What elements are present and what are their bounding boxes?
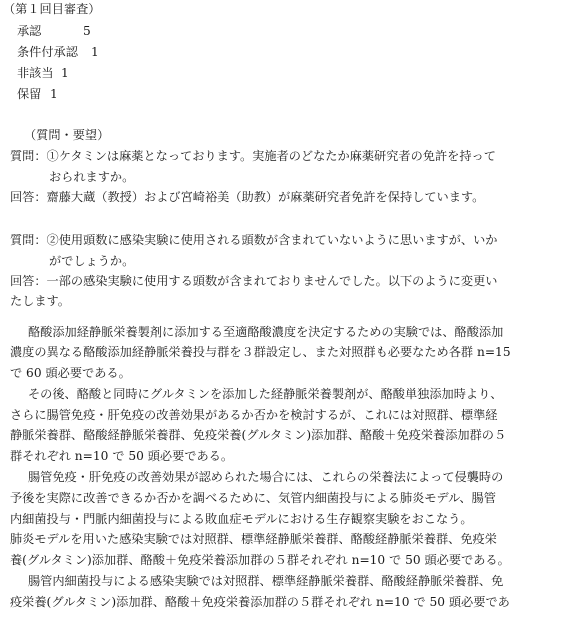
body-line: 腸管内細菌投与による感染実験では対照群、標準経静脈栄養群、酪酸経静脈栄養群、免	[28, 574, 504, 588]
question-1-line-1: 質問：①ケタミンは麻薬となっております。実施者のどなたか麻薬研究者の免許を持って	[10, 149, 496, 163]
tally-pending-label: 保留	[17, 87, 42, 101]
body-line: 疫栄養(グルタミン)添加群、酪酸＋免疫栄養添加群の５群それぞれ n=10 で 50 頭必要であ	[10, 595, 510, 609]
tally-pending-value: 1	[50, 87, 58, 101]
review-heading: （第１回目審査）	[3, 2, 101, 16]
body-line: 酪酸添加経静脈栄養製剤に添加する至適酪酸濃度を決定するための実験では、酪酸添加	[28, 325, 504, 339]
body-line: 濃度の異なる酪酸添加経静脈栄養投与群を３群設定し、また対照群も必要なため各群 n=15	[10, 345, 511, 359]
qa-section-title: （質問・要望）	[24, 128, 110, 142]
tally-conditional-value: 1	[91, 45, 99, 59]
body-line: 腸管免疫・肝免疫の改善効果が認められた場合には、これらの栄養法によって侵襲時の	[28, 470, 504, 484]
answer-1-line-1: 回答：齋藤大蔵（教授）および宮崎裕美（助教）が麻薬研究者免許を保持しています。	[10, 190, 485, 204]
tally-conditional-label: 条件付承認	[17, 45, 78, 59]
body-line: その後、酪酸と同時にグルタミンを添加した経静脈栄養製剤が、酪酸単独添加時より、	[28, 387, 503, 401]
question-2-line-1: 質問：②使用頭数に感染実験に使用される頭数が含まれていないように思いますが、いか	[10, 233, 498, 247]
body-line: 静脈栄養群、酪酸経静脈栄養群、免疫栄養(グルタミン)添加群、酪酸＋免疫栄養添加群の５	[10, 428, 507, 442]
tally-not-applicable-label: 非該当	[17, 66, 54, 80]
tally-not-applicable-value: 1	[61, 66, 69, 80]
answer-2-line-2: たします。	[10, 294, 70, 308]
body-line: 養(グルタミン)添加群、酪酸＋免疫栄養添加群の５群それぞれ n=10 で 50 頭必要である。	[10, 553, 510, 567]
tally-approved-label: 承認	[17, 24, 42, 38]
tally-approved-value: 5	[83, 24, 91, 38]
answer-2-line-1: 回答：一部の感染実験に使用する頭数が含まれておりませんでした。以下のように変更い	[10, 274, 498, 288]
question-2-line-2: がでしょうか。	[49, 254, 135, 268]
question-1-line-2: おられますか。	[49, 170, 135, 184]
body-line: 群それぞれ n=10 で 50 頭必要である。	[10, 449, 234, 463]
body-line: で 60 頭必要である。	[10, 366, 131, 380]
body-line: 予後を実際に改善できるか否かを調べるために、気管内細菌投与による肺炎モデル、腸管	[10, 491, 496, 505]
body-line: さらに腸管免疫・肝免疫の改善効果があるか否かを検討するが、これには対照群、標準経	[10, 408, 498, 422]
body-line: 肺炎モデルを用いた感染実験では対照群、標準経静脈栄養群、酪酸経静脈栄養群、免疫栄	[10, 532, 497, 546]
body-line: 内細菌投与・門脈内細菌投与による敗血症モデルにおける生存観察実験をおこなう。	[10, 512, 473, 526]
